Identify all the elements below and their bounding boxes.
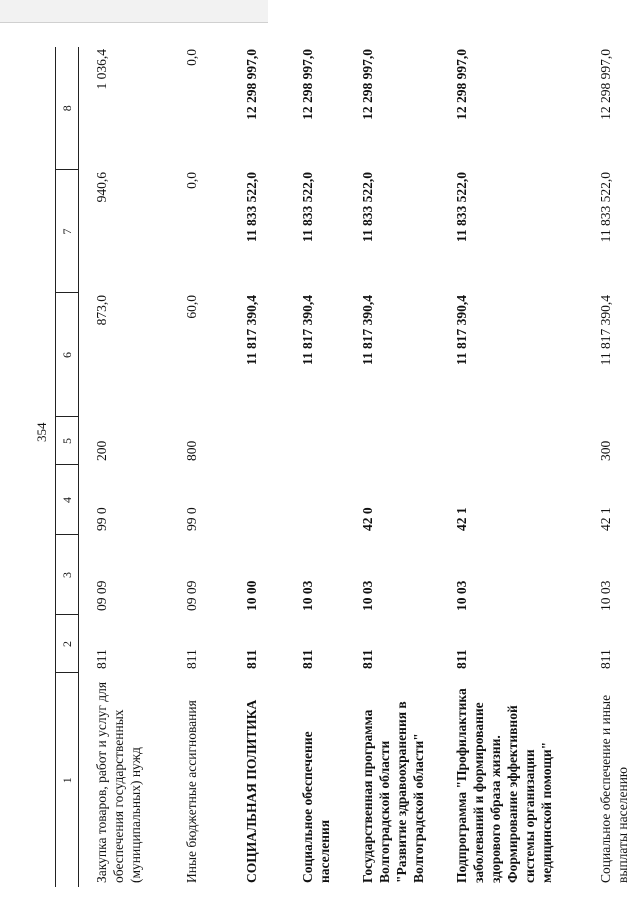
amount-year-1: 11 817 390,4 <box>360 295 375 366</box>
section-code: 10 03 <box>300 580 315 611</box>
column-header: 8 <box>56 47 79 170</box>
expense-type-code: 200 <box>94 440 109 461</box>
amount-year-1: 873,0 <box>94 295 109 326</box>
expense-type-code: 800 <box>184 440 199 461</box>
rotated-page <box>55 47 630 887</box>
program-code: 42 0 <box>360 507 375 531</box>
column-header: 3 <box>56 535 79 615</box>
column-header: 4 <box>56 465 79 535</box>
row-label: Социальное обеспечение и иные выплаты населению <box>598 694 630 883</box>
section-code: 09 09 <box>94 580 109 611</box>
ministry-code: 811 <box>184 649 199 669</box>
table-row <box>285 47 345 887</box>
budget-table <box>55 47 640 887</box>
section-code: 09 09 <box>184 580 199 611</box>
section-code: 10 03 <box>360 580 375 611</box>
amount-year-1: 60,0 <box>184 295 199 319</box>
page-number: 354 <box>34 422 49 442</box>
ministry-code: 811 <box>94 649 109 669</box>
table-row <box>345 47 439 887</box>
table-row <box>79 47 170 887</box>
row-label: Иные бюджетные ассигнования <box>184 700 199 883</box>
section-code: 10 00 <box>244 580 259 611</box>
expense-type-code <box>345 417 439 465</box>
table-row <box>439 47 583 887</box>
row-label: Государственная программа Волгоградской области "Развитие здравоохранения в Волгоградской области" <box>360 701 426 883</box>
amount-year-2: 940,6 <box>94 172 109 203</box>
amount-year-3: 12 298 997,0 <box>244 49 259 120</box>
table-row <box>229 47 285 887</box>
column-header: 5 <box>56 417 79 465</box>
expense-type-code <box>285 417 345 465</box>
program-code <box>229 465 285 535</box>
amount-year-2: 11 833 522,0 <box>360 172 375 243</box>
ministry-code: 811 <box>360 649 375 669</box>
row-label: Подпрограмма "Профилактика заболеваний и формирование здорового образа жизни. Формирование эффективной системы организации медицинской помощи" <box>454 688 554 883</box>
program-code: 99 0 <box>94 507 109 531</box>
amount-year-3: 1 036,4 <box>94 49 109 90</box>
amount-year-2: 11 833 522,0 <box>454 172 469 243</box>
expense-type-code <box>229 417 285 465</box>
row-label: Закупка товаров, работ и услуг для обеспечения государственных (муниципальных) нужд <box>94 681 143 883</box>
amount-year-1: 11 817 390,4 <box>244 295 259 366</box>
row-label: Социальное обеспечение населения <box>300 731 332 883</box>
amount-year-2: 11 833 522,0 <box>244 172 259 243</box>
column-header: 7 <box>56 170 79 293</box>
scan-edge <box>0 0 268 23</box>
ministry-code: 811 <box>454 649 469 669</box>
row-label: СОЦИАЛЬНАЯ ПОЛИТИКА <box>244 699 259 883</box>
section-code: 10 03 <box>598 580 613 611</box>
ministry-code: 811 <box>598 649 613 669</box>
amount-year-1: 11 817 390,4 <box>300 295 315 366</box>
amount-year-1: 11 817 390,4 <box>454 295 469 366</box>
expense-type-code <box>439 417 583 465</box>
table-row <box>169 47 229 887</box>
ministry-code: 811 <box>300 649 315 669</box>
amount-year-3: 0,0 <box>184 49 199 66</box>
amount-year-2: 11 833 522,0 <box>300 172 315 243</box>
amount-year-1: 11 817 390,4 <box>598 295 613 366</box>
amount-year-2: 11 833 522,0 <box>598 172 613 243</box>
amount-year-3: 12 298 997,0 <box>454 49 469 120</box>
column-header: 2 <box>56 615 79 673</box>
table-row <box>583 47 640 887</box>
section-code: 10 03 <box>454 580 469 611</box>
ministry-code: 811 <box>244 649 259 669</box>
amount-year-3: 12 298 997,0 <box>300 49 315 120</box>
expense-type-code: 300 <box>598 440 613 461</box>
amount-year-3: 12 298 997,0 <box>360 49 375 120</box>
program-code: 42 1 <box>598 507 613 531</box>
amount-year-3: 12 298 997,0 <box>598 49 613 120</box>
header-row <box>56 47 79 887</box>
column-header: 1 <box>56 673 79 887</box>
program-code: 42 1 <box>454 507 469 531</box>
program-code: 99 0 <box>184 507 199 531</box>
column-header: 6 <box>56 293 79 417</box>
amount-year-2: 0,0 <box>184 172 199 189</box>
program-code <box>285 465 345 535</box>
